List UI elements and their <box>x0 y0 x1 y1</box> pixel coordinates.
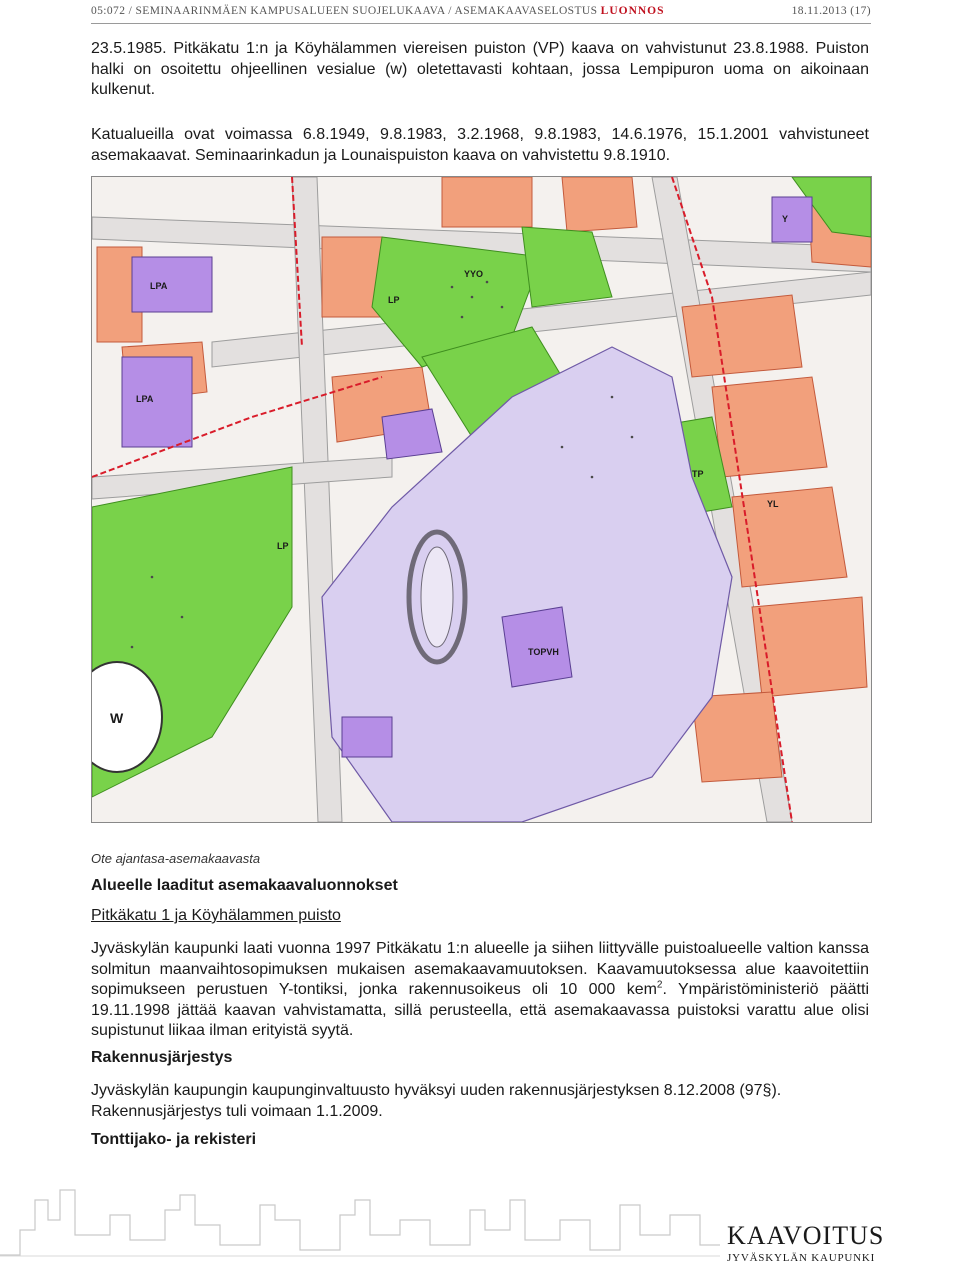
map-label-water: W <box>110 710 124 726</box>
section1-body: Jyväskylän kaupunki laati vuonna 1997 Pitkäkatu 1:n alueelle ja siihen liittyvälle puistoalueelle valtion kanssa solmitun maanvaihtosopimuksen mukaisen asemakaavamuutoksen. Kaavamuutoksessa alue kaavoitettiin sopimukseen perustuen Y-tontiksi, jonka rakennusoikeus oli 10 000 kem$^2$. Ympäristöministeriö päätti 19.11.1998 jättää kaavan vahvistamatta, sillä perusteella, että asemakaavassa puistoksi varattu alue olisi supistunut liikaa ilman erityistä syytä. <box>91 940 870 1039</box>
zoning-map <box>91 176 872 823</box>
superscript: 2 <box>656 979 663 991</box>
kaavoitus-logo <box>727 1222 884 1264</box>
map-caption: Ote ajantasa-asemakaavasta <box>91 851 261 866</box>
section-heading-building-code: Rakennusjärjestys <box>91 1049 233 1066</box>
section-heading-plan-drafts: Alueelle laaditut asemakaavaluonnokset <box>91 877 398 894</box>
map-label-lpa-top: LPA <box>150 281 168 291</box>
section-heading-plot-registry: Tonttijako- ja rekisteri <box>91 1131 257 1148</box>
map-label-topvh: TOPVH <box>528 647 559 657</box>
map-label-tp: TP <box>692 469 704 479</box>
map-label-y: Y <box>782 214 789 224</box>
page-header <box>91 0 871 22</box>
logo-name: KAAVOITUS <box>727 1221 885 1250</box>
map-label-lpa-left: LPA <box>136 394 154 404</box>
header-divider <box>91 23 871 24</box>
intro-paragraph-1: 23.5.1985. Pitkäkatu 1:n ja Köyhälammen viereisen puiston (VP) kaava on vahvistunut 23.8.1988. Puiston halki on osoitettu ohjeellinen vesialue (w) oletettavasti kohtaan, jossa Lempipuron uoma on aikoinaan kulkenut. <box>91 40 869 98</box>
map-label-lp-left: LP <box>277 541 289 551</box>
draft-label: LUONNOS <box>600 5 665 17</box>
logo-subtitle: JYVÄSKYLÄN KAUPUNKI <box>727 1252 876 1264</box>
section2-body: Jyväskylän kaupungin kaupunginvaltuusto hyväksyi uuden rakennusjärjestyksen 8.12.2008 (97§). Rakennusjärjestys tuli voimaan 1.1.2009. <box>91 1082 782 1120</box>
header-date-page: 18.11.2013 (17) <box>791 5 871 17</box>
map-label-yyo: YYO <box>464 269 484 279</box>
map-label-yl: YL <box>767 499 779 509</box>
intro-paragraph-2: Katualueilla ovat voimassa 6.8.1949, 9.8.1983, 3.2.1968, 9.8.1983, 14.6.1976, 15.1.2001 vahvistuneet asemakaavat. Seminaarinkadun ja Lounaispuiston kaava on vahvistettu 9.8.1910. <box>91 126 869 164</box>
subheading-pitkakatu: Pitkäkatu 1 ja Köyhälammen puisto <box>91 907 341 924</box>
map-label-lp-mid: LP <box>388 295 400 305</box>
header-document-title: 05:072 / SEMINAARINMÄEN KAMPUSALUEEN SUOJELUKAAVA / ASEMAKAAVASELOSTUS LUONNOS <box>91 5 665 17</box>
